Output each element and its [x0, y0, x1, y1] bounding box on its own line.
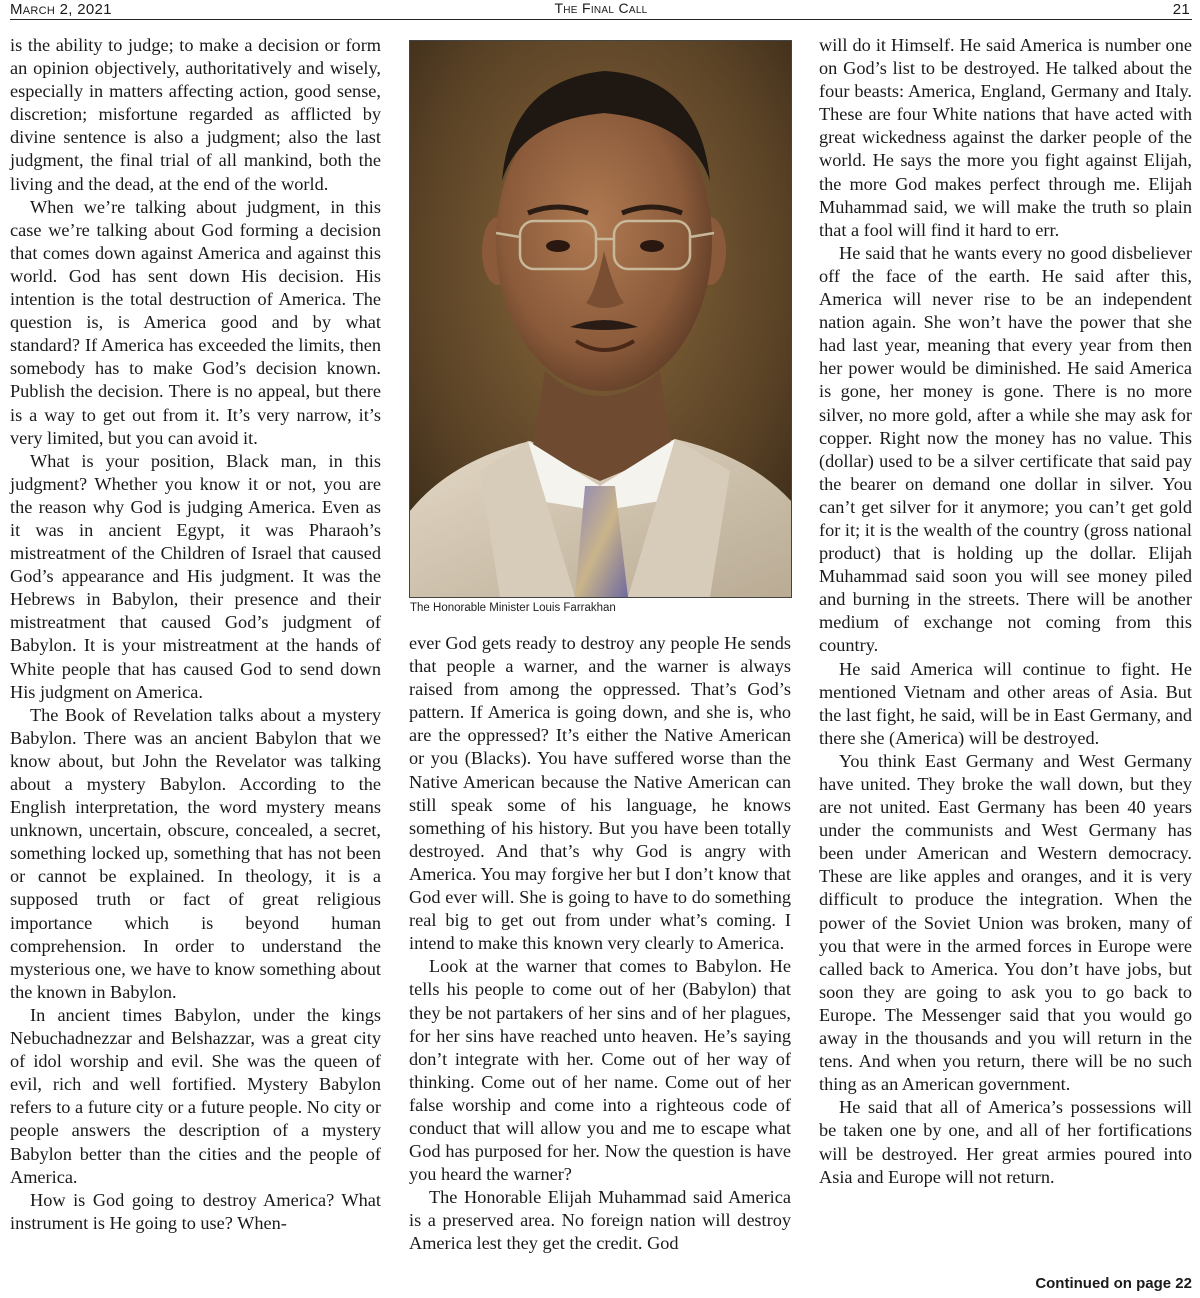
article-column-3 [819, 34, 1192, 1189]
portrait-photo [409, 40, 792, 598]
paragraph: is the ability to judge; to make a decision or form an opinion objectively, authoritatively and wisely, especially in matters affecting action, good sense, discretion; misfortune regarded as afflicted by divine sentence is also a judgment; also the last judgment, the final trial of all mankind, both the living and the dead, at the end of the world. [10, 35, 381, 194]
publication-name: The Final Call [554, 0, 648, 16]
paragraph: How is God going to destroy America? What instrument is He going to use? When- [10, 1189, 381, 1233]
issue-date: March 2, 2021 [10, 1, 112, 18]
article-column-1 [10, 34, 381, 1235]
paragraph: In ancient times Babylon, under the kings Nebuchadnezzar and Belshazzar, was a great city of idol worship and evil. She was the queen of evil, rich and well fortified. Mystery Babylon refers to a future city or a future people. No city or people answers the description of a mystery Babylon better than the cities and the people of America. [10, 1004, 381, 1187]
paragraph: You think East Germany and West Germany have united. They broke the wall down, but they are not united. East Germany has been 40 years under the communists and West Germany has been under American and Western democracy. These are like apples and oranges, and it is very difficult to produce the integration. When the power of the Soviet Union was broken, many of you that were in the armed forces in Europe were called back to America. You don’t have jobs, but soon they are going to ask you to go back to Europe. The Messenger said that you would go away in the thousands and you will return in the tens. And when you return, there will be no such thing as an American government. [819, 750, 1192, 1095]
paragraph: The Book of Revelation talks about a mystery Babylon. There was an ancient Babylon that we know about, but John the Revelator was talking about a mystery Babylon. According to the English interpretation, the word mystery means unknown, uncertain, obscure, concealed, a secret, something locked up, something that has not been or cannot be explained. In theology, it is a supposed truth or fact of great religious importance which is beyond human comprehension. In order to understand the mysterious one, we have to know something about the known in Babylon. [10, 704, 381, 1002]
paragraph: When we’re talking about judgment, in this case we’re talking about God forming a decision that comes down against America and against this world. God has sent down His decision. His intention is the total destruction of America. The question is, is America good and by what standard? If America has exceeded the limits, then somebody has to make God’s decision known. Publish the decision. There is no appeal, but there is a way to get out from it. It’s very narrow, it’s very limited, but you can avoid it. [10, 196, 381, 448]
photo-caption: The Honorable Minister Louis Farrakhan [410, 602, 616, 614]
portrait-illustration [410, 41, 791, 597]
page-number: 21 [1172, 1, 1190, 18]
paragraph: will do it Himself. He said America is number one on God’s list to be destroyed. He talked about the four beasts: America, England, Germany and Italy. These are four White nations that have acted with great wickedness against the darker people of the world. He says the more you fight against Elijah, the more God makes perfect through me. Elijah Muhammad said, we will make the truth so plain that a fool will find it hard to err. [819, 35, 1192, 240]
paragraph: He said that all of America’s possessions will be taken one by one, and all of her fortifications will be destroyed. Her great armies poured into Asia and Europe will not return. [819, 1097, 1192, 1187]
paragraph: Look at the warner that comes to Babylon. He tells his people to come out of her (Babylon) that they be not partakers of her sins and of her plagues, for her sins have reached unto heaven. He’s saying don’t integrate with her. Come out of her way of thinking. Come out of her name. Come out of her false worship and come into a righteous code of conduct that will allow you and me to escape what God has purposed for her. Now the question is have you heard the warner? [409, 956, 791, 1185]
paragraph: He said America will continue to fight. He mentioned Vietnam and other areas of Asia. But the last fight, he said, will be in East Germany, and there she (America) will be destroyed. [819, 658, 1192, 748]
article-column-2 [409, 632, 791, 1256]
paragraph: ever God gets ready to destroy any people He sends that people a warner, and the warner is always raised from among the oppressed. That’s God’s pattern. If America is going down, and she is, who are the oppressed? It’s either the Native American or you (Blacks). You have suffered worse than the Native American because the Native American can still speak some of his language, he knows something of his history. But you have been totally destroyed. And that’s why God is angry with America. You may forgive her but I don’t know that God ever will. She is going to have to do something real big to get out from under what’s coming. I intend to make this known very clearly to America. [409, 633, 791, 954]
paragraph: The Honorable Elijah Muhammad said America is a preserved area. No foreign nation will destroy America lest they get the credit. God [409, 1187, 791, 1254]
page-header [10, 0, 1192, 20]
paragraph: What is your position, Black man, in this judgment? Whether you know it or not, you are the reason why God is judging America. Even as it was in ancient Egypt, it was Pharaoh’s mistreatment of the Children of Israel that caused God’s appearance and His judgment. It was the Hebrews in Babylon, their presence and their mistreatment that caused God’s judgment of Babylon. It is your mistreatment at the hands of White people that has caused God to send down His judgment on America. [10, 450, 381, 702]
paragraph: He said that he wants every no good disbeliever off the face of the earth. He said after this, America will never rise to be an independent nation again. She won’t have the power that she had last year, meaning that every year from then her power would be diminished. He said America is gone, her money is gone. There is no more silver, no more gold, after a while she may ask for copper. Right now the money has no value. This (dollar) used to be a silver certificate that said pay the bearer on demand one dollar in silver. You can’t get silver for it anymore; you can’t get gold for it; it is the wealth of the country (gross national product) that is holding up the dollar. Elijah Muhammad said soon you will see money piled and burning in the streets. There will be another medium of exchange not coming from this country. [819, 242, 1192, 656]
continued-link[interactable]: Continued on page 22 [1035, 1275, 1192, 1292]
